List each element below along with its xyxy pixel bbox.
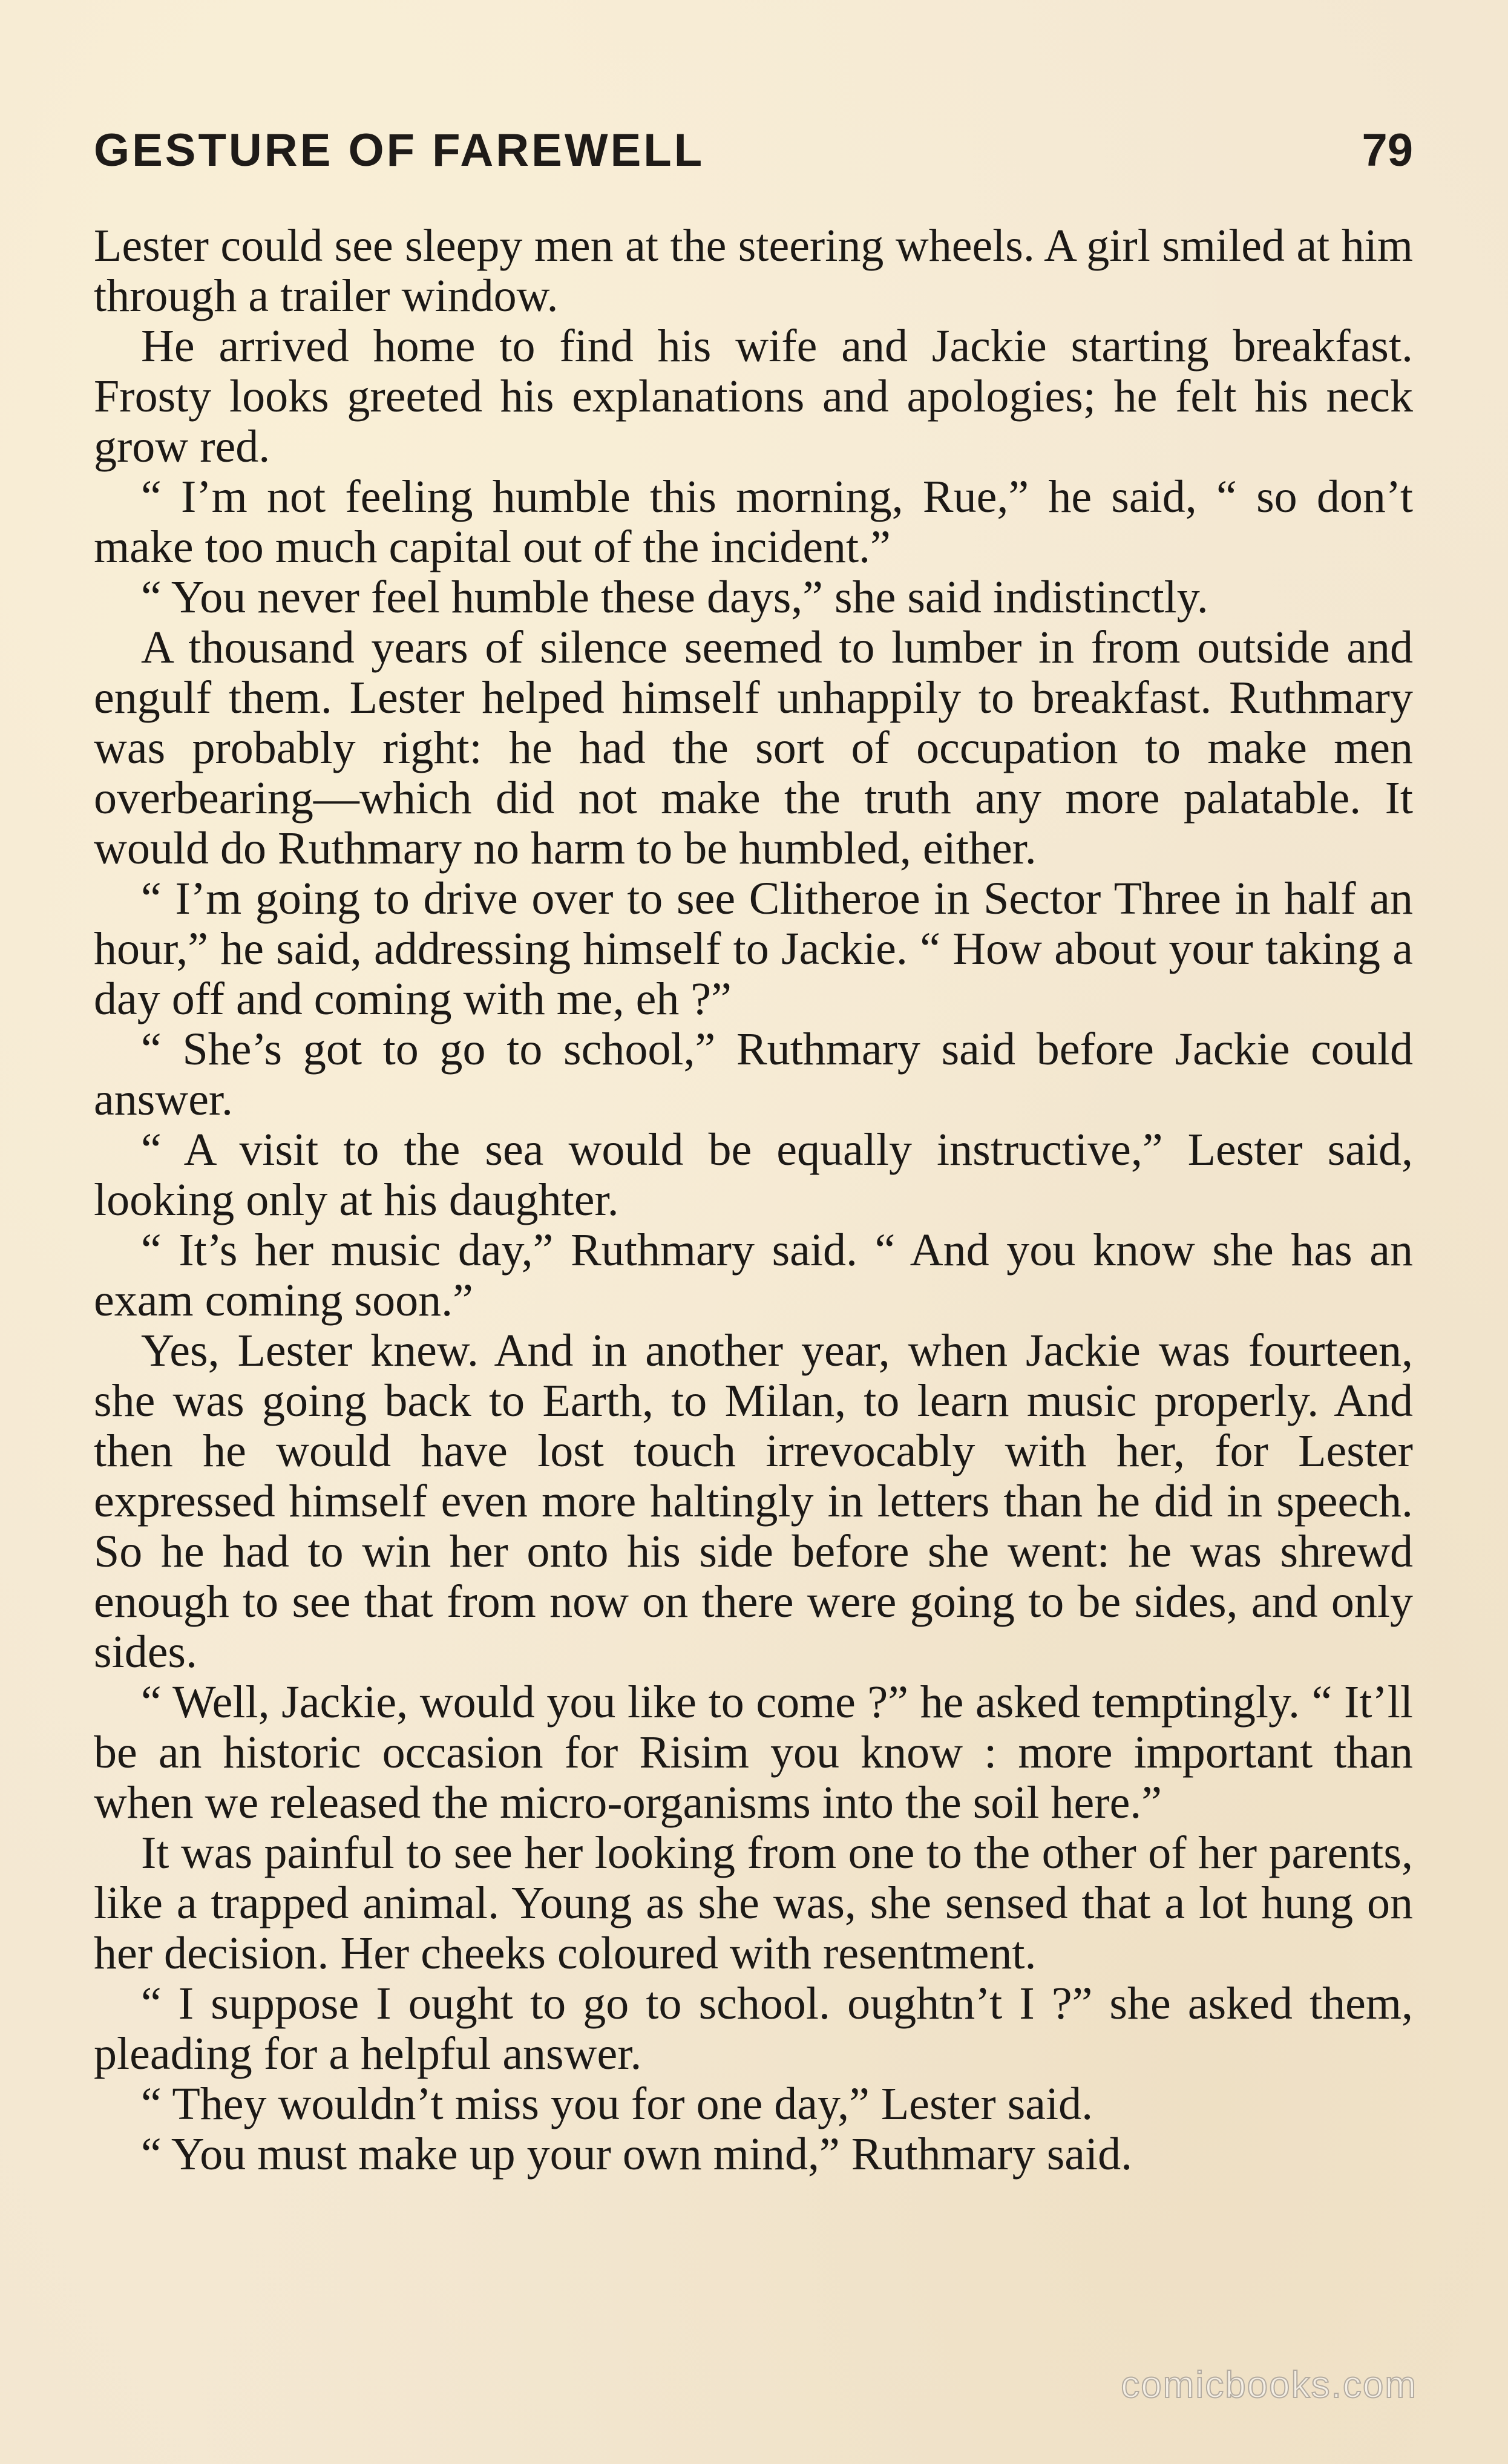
paragraph: “ I’m going to drive over to see Clitheroe in Sector Three in half an hour,” he said, addressing himself to Jackie. “ How about your taking a day off and coming with me, eh ?” bbox=[94, 873, 1413, 1024]
running-head bbox=[94, 124, 1413, 179]
page-number: 79 bbox=[1362, 125, 1413, 176]
paragraph: Lester could see sleepy men at the steering wheels. A girl smiled at him through a trailer window. bbox=[94, 220, 1413, 321]
paragraph: “ A visit to the sea would be equally instructive,” Lester said, looking only at his daughter. bbox=[94, 1124, 1413, 1225]
paragraph: He arrived home to find his wife and Jackie starting breakfast. Frosty looks greeted his explanations and apologies; he felt his neck grow red. bbox=[94, 321, 1413, 472]
paragraph: “ You never feel humble these days,” she said indistinctly. bbox=[141, 572, 1208, 623]
paragraph: It was painful to see her looking from one to the other of her parents, like a trapped animal. Young as she was, she sensed that a lot hung on her decision. Her cheeks coloured with resentment. bbox=[94, 1827, 1413, 1979]
paragraph: “ It’s her music day,” Ruthmary said. “ And you know she has an exam coming soon.” bbox=[94, 1225, 1413, 1326]
watermark: comicbooks.com bbox=[1121, 2364, 1417, 2406]
paragraph: “ She’s got to go to school,” Ruthmary said before Jackie could answer. bbox=[94, 1024, 1413, 1125]
paragraph: “ Well, Jackie, would you like to come ?” he asked temptingly. “ It’ll be an historic occasion for Risim you know : more important than when we released the micro-organisms into the soil here.” bbox=[94, 1677, 1413, 1828]
body-text bbox=[94, 221, 1413, 2180]
paragraph: A thousand years of silence seemed to lumber in from outside and engulf them. Lester helped himself unhappily to breakfast. Ruthmary was probably right: he had the sort of occupation to make men overbearing—which did not make the truth any more palatable. It would do Ruthmary no harm to be humbled, either. bbox=[94, 622, 1413, 874]
paragraph: “ They wouldn’t miss you for one day,” Lester said. bbox=[141, 2079, 1093, 2129]
running-title: GESTURE OF FAREWELL bbox=[94, 125, 705, 176]
paragraph: “ I’m not feeling humble this morning, Rue,” he said, “ so don’t make too much capital out of the incident.” bbox=[94, 471, 1413, 572]
paragraph: “ I suppose I ought to go to school. oughtn’t I ?” she asked them, pleading for a helpful answer. bbox=[94, 1978, 1413, 2079]
paragraph: Yes, Lester knew. And in another year, when Jackie was fourteen, she was going back to Earth, to Milan, to learn music properly. And then he would have lost touch irrevocably with her, for Lester expressed himself even more haltingly in letters than he did in speech. So he had to win her onto his side before she went: he was shrewd enough to see that from now on there were going to be sides, and only sides. bbox=[94, 1325, 1413, 1677]
paragraph: “ You must make up your own mind,” Ruthmary said. bbox=[141, 2129, 1133, 2180]
